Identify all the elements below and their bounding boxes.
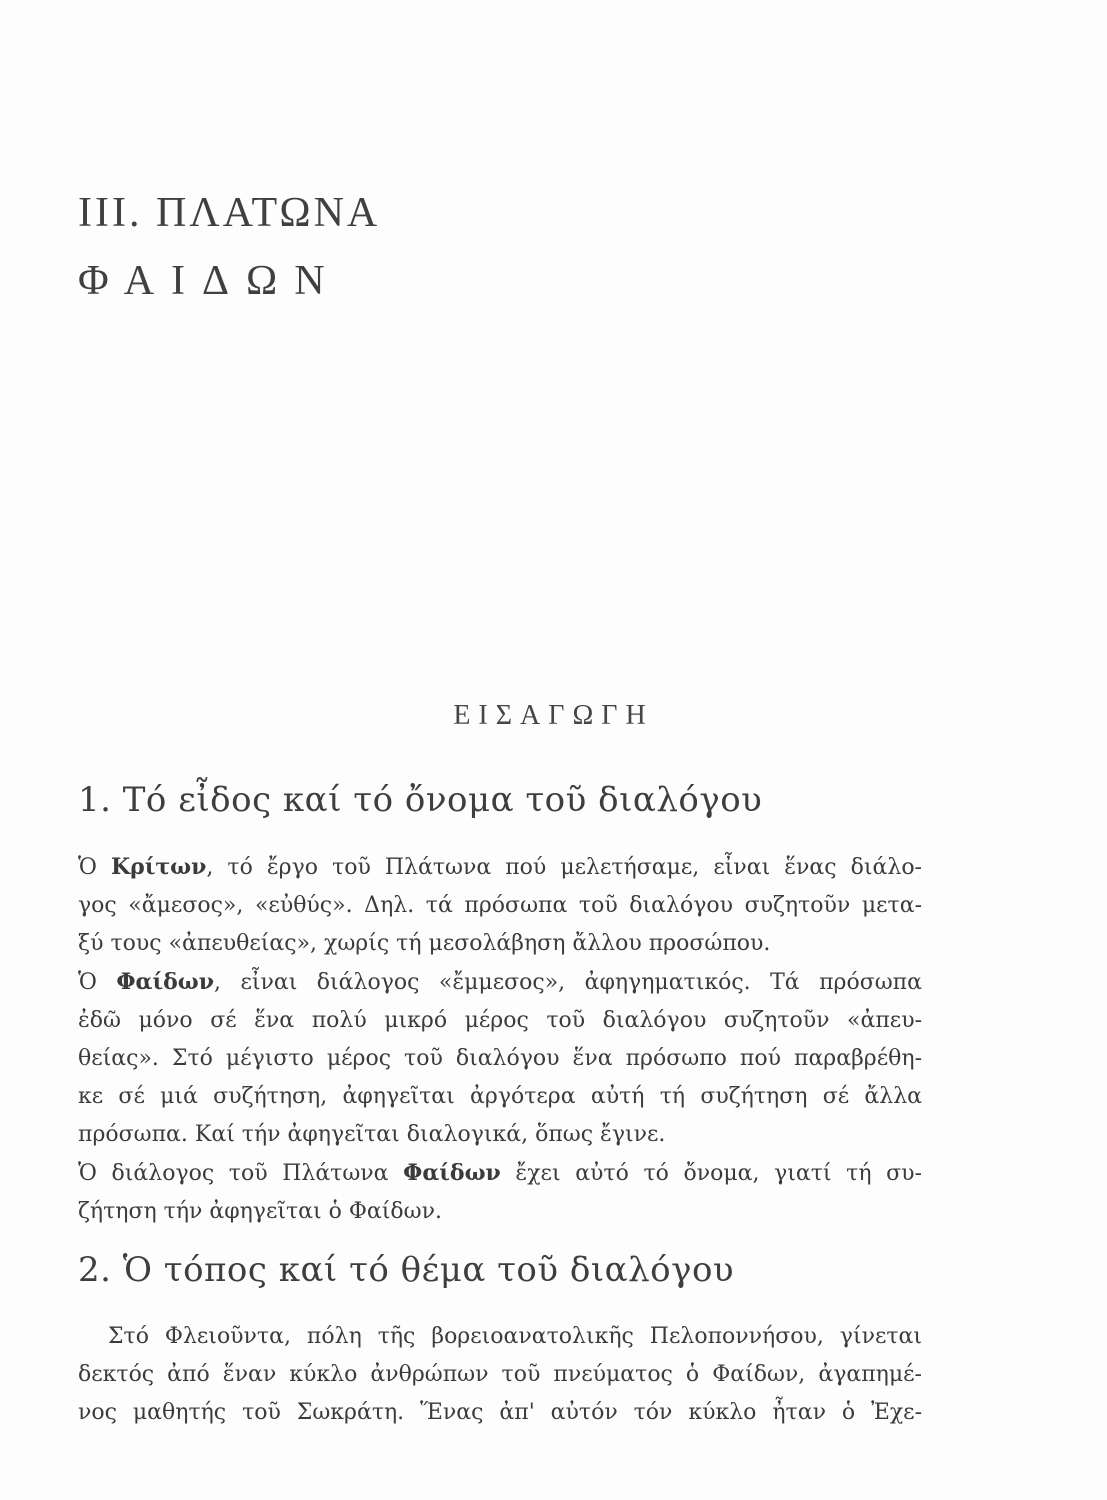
- text-line: Ὁ Κρίτων, τό ἔργο τοῦ Πλάτωνα πού μελετήσαμε, εἶναι ἕνας διάλο-: [78, 854, 922, 880]
- subsection-1-body: [78, 848, 922, 1231]
- text-line: δεκτός ἀπό ἕναν κύκλο ἀνθρώπων τοῦ πνεύματος ὁ Φαίδων, ἀγαπημέ-: [78, 1362, 922, 1387]
- subsection-2-heading: 2. Ὁ τόπος καί τό θέμα τοῦ διαλόγου: [78, 1250, 735, 1290]
- text-line: Στό Φλειοῦντα, πόλη τῆς βορειοανατολικῆς Πελοποννήσου, γίνεται: [108, 1324, 922, 1349]
- text-line: Ὁ Φαίδων, εἶναι διάλογος «ἔμμεσος», ἀφηγηματικός. Τά πρόσωπα: [78, 969, 923, 995]
- text-line: θείας». Στό μέγιστο μέρος τοῦ διαλόγου ἕνα πρόσωπο πού παραβρέθη-: [78, 1046, 922, 1071]
- text-line: ξύ τους «ἀπευθείας», χωρίς τή μεσολάβηση ἄλλου προσώπου.: [78, 931, 771, 956]
- text-line: ἐδῶ μόνο σέ ἕνα πολύ μικρό μέρος τοῦ διαλόγου συζητοῦν «ἀπευ-: [78, 1008, 922, 1033]
- text-line: γος «ἄμεσος», «εὐθύς». Δηλ. τά πρόσωπα τοῦ διαλόγου συζητοῦν μετα-: [78, 893, 922, 918]
- text-line: ζήτηση τήν ἀφηγεῖται ὁ Φαίδων.: [78, 1199, 442, 1224]
- chapter-title: III. ΠΛΑΤΩΝΑ: [78, 190, 381, 236]
- text-line: κε σέ μιά συζήτηση, ἀφηγεῖται ἀργότερα αὐτή τή συζήτηση σέ ἄλλα: [78, 1084, 922, 1109]
- section-heading: ΕΙΣΑΓΩΓΗ: [453, 700, 654, 731]
- text-line: νος μαθητής τοῦ Σωκράτη. Ἕνας ἀπ' αὐτόν τόν κύκλο ἦταν ὁ Ἐχε-: [78, 1400, 922, 1425]
- text-line: Ὁ διάλογος τοῦ Πλάτωνα Φαίδων ἔχει αὐτό τό ὄνομα, γιατί τή συ-: [78, 1160, 922, 1186]
- chapter-subtitle: ΦΑΙΔΩΝ: [78, 258, 342, 304]
- subsection-2-body: [78, 1318, 922, 1432]
- subsection-1-heading: 1. Τό εἶδος καί τό ὄνομα τοῦ διαλόγου: [78, 780, 763, 820]
- text-line: πρόσωπα. Καί τήν ἀφηγεῖται διαλογικά, ὅπως ἔγινε.: [78, 1122, 666, 1147]
